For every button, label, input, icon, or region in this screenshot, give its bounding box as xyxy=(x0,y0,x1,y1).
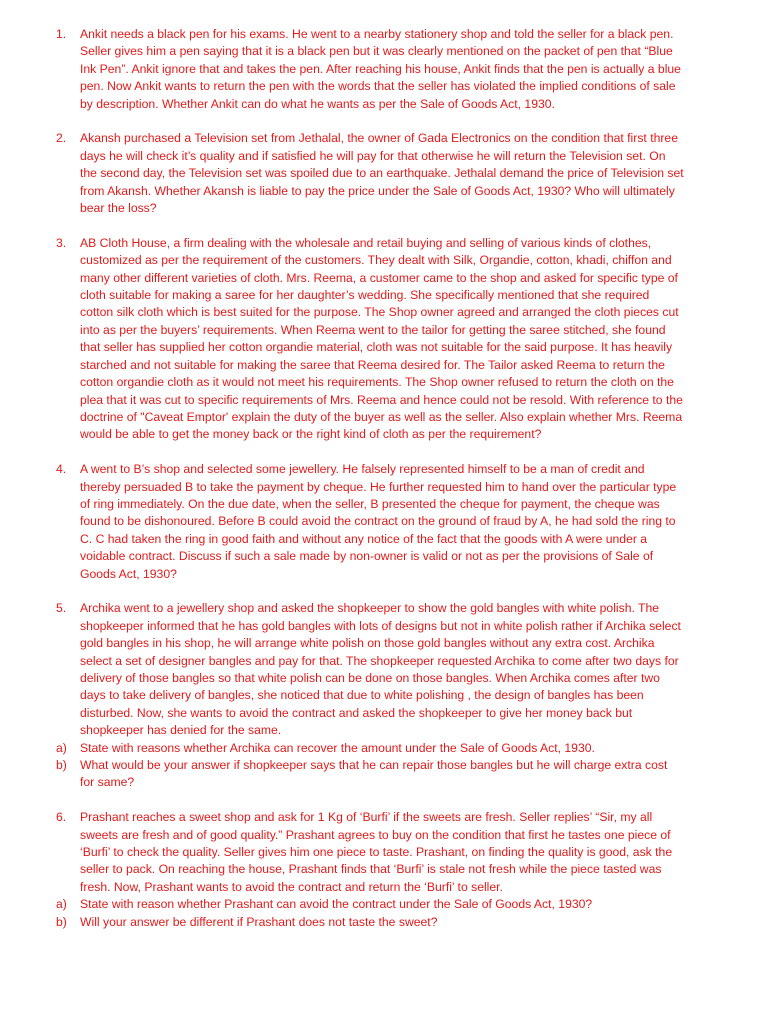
question-number: 2. xyxy=(56,131,67,146)
sub-question-5a xyxy=(56,740,684,757)
question-6-group xyxy=(56,809,684,931)
question-number: 6. xyxy=(56,810,67,825)
sub-question-label: b) xyxy=(56,758,67,772)
sub-question-label: b) xyxy=(56,914,67,929)
sub-question-6b xyxy=(56,914,684,931)
sub-question-text: State with reasons whether Archika can recover the amount under the Sale of Goods Act, 1930. xyxy=(80,740,595,755)
question-number: 3. xyxy=(56,235,67,250)
question-3 xyxy=(56,235,684,444)
question-text: AB Cloth House, a firm dealing with the wholesale and retail buying and selling of various kinds of clothes, customized as per the requirement of the customers. They dealt with Silk, Organdie, cotton, khadi, chiffon and many other different varieties of cloth. Mrs. Reema, a customer came to the shop and asked for specific type of cloth suitable for making a saree for her daughter’s wedding. She specifically mentioned that she required cotton silk cloth which is best suited for the purpose. The Shop owner agreed and arranged the cloth pieces cut into as per the buyers’ requirements. When Reema went to the tailor for getting the saree stitched, she found that seller has supplied her cotton organdie material, cloth was not suitable for the said purpose. It has heavily starched and not suitable for making the saree that Reema desired for. The Tailor asked Reema to return the cotton organdie cloth as it would not meet his requirements. The Shop owner refused to return the cloth on the plea that it was cut to specific requirements of Mrs. Reema and hence could not be resold. With reference to the doctrine of "Caveat Emptor' explain the duty of the buyer as well as the seller. Also explain whether Mrs. Reema would be able to get the money back or the right kind of cloth as per the requirement? xyxy=(80,235,683,442)
question-text: Akansh purchased a Television set from Jethalal, the owner of Gada Electronics on the condition that first three days he will check it’s quality and if satisfied he will pay for that otherwise he will return the Television set. On the second day, the Television set was spoiled due to an earthquake. Jethalal demand the price of Television set from Akansh. Whether Akansh is liable to pay the price under the Sale of Goods Act, 1930? Who will ultimately bear the loss? xyxy=(80,131,684,216)
question-4 xyxy=(56,461,684,583)
question-text: Ankit needs a black pen for his exams. He went to a nearby stationery shop and told the seller for a black pen. Seller gives him a pen saying that it is a black pen but it was clearly mentioned on the packet of pen that “Blue Ink Pen”. Ankit ignore that and takes the pen. After reaching his house, Ankit finds that the pen is actually a blue pen. Now Ankit wants to return the pen with the words that the seller has violated the implied conditions of sale by description. Whether Ankit can do what he wants as per the Sale of Goods Act, 1930. xyxy=(80,27,681,111)
question-6 xyxy=(56,809,684,896)
sub-question-text: What would be your answer if shopkeeper says that he can repair those bangles but he will charge extra cost for same? xyxy=(80,758,668,790)
question-list xyxy=(56,26,684,931)
question-text: Prashant reaches a sweet shop and ask for 1 Kg of ‘Burfi’ if the sweets are fresh. Seller replies’ “Sir, my all sweets are fresh and of good quality.” Prashant agrees to buy on the condition that first he tastes one piece of ‘Burfi’ to check the quality. Seller gives him one piece to taste. Prashant, on finding the quality is good, ask the seller to pack. On reaching the house, Prashant finds that ‘Burfi’ is stale not fresh while the piece tasted was fresh. Now, Prashant wants to avoid the contract and return the ‘Burfi’ to seller. xyxy=(80,810,673,894)
question-5-group xyxy=(56,600,684,791)
question-2 xyxy=(56,130,684,217)
question-text: Archika went to a jewellery shop and asked the shopkeeper to show the gold bangles with white polish. The shopkeeper informed that he has gold bangles with lots of designs but not in white polish rather if Archika select gold bangles in his shop, he will arrange white polish on those gold bangles without any extra cost. Archika select a set of designer bangles and pay for that. The shopkeeper requested Archika to come after two days for delivery of those bangles so that white polish can be done on those bangles. When Archika comes after two days to take delivery of bangles, she noticed that due to white polishing , the design of bangles has been disturbed. Now, she wants to avoid the contract and asked the shopkeeper to give her money back but shopkeeper has denied for the same. xyxy=(80,601,681,738)
question-1 xyxy=(56,26,684,113)
sub-question-text: State with reason whether Prashant can avoid the contract under the Sale of Goods Act, 1930? xyxy=(80,897,593,912)
question-text: A went to B’s shop and selected some jewellery. He falsely represented himself to be a man of credit and thereby persuaded B to take the payment by cheque. He further requested him to hand over the particular type of ring immediately. On the due date, when the seller, B presented the cheque for payment, the cheque was found to be dishonoured. Before B could avoid the contract on the ground of fraud by A, he had sold the ring to C. C had taken the ring in good faith and without any notice of the fact that the goods with A were under a voidable contract. Discuss if such a sale made by non-owner is valid or not as per the provisions of Sale of Goods Act, 1930? xyxy=(80,462,677,581)
sub-question-label: a) xyxy=(56,740,67,755)
question-number: 5. xyxy=(56,601,67,616)
sub-question-text: Will your answer be different if Prashant does not taste the sweet? xyxy=(80,914,438,929)
sub-question-6a xyxy=(56,896,684,913)
sub-question-label: a) xyxy=(56,897,67,912)
sub-question-5b xyxy=(56,757,684,792)
question-number: 1. xyxy=(56,27,67,41)
question-number: 4. xyxy=(56,462,67,477)
question-5 xyxy=(56,600,684,739)
